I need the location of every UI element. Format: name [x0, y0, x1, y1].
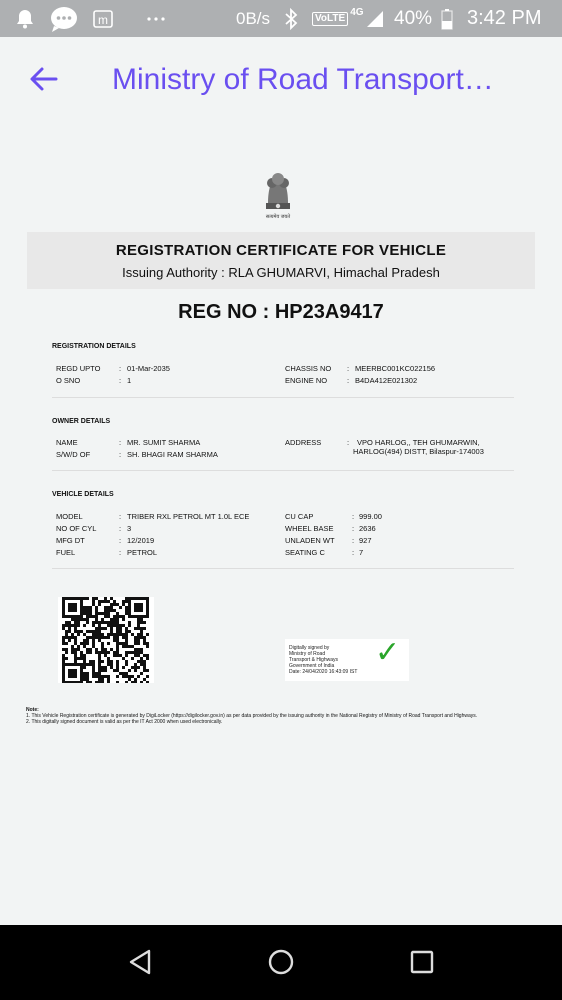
osno-label: O SNO — [56, 376, 81, 385]
colon: : — [352, 524, 355, 533]
colon: : — [352, 512, 355, 521]
mfg-label: MFG DT — [56, 536, 85, 545]
address-line-1: VPO HARLOG,, TEH GHUMARWIN, — [357, 438, 480, 447]
colon: : — [119, 450, 122, 459]
cyl-label: NO OF CYL — [56, 524, 97, 533]
colon: : — [119, 376, 122, 385]
volte-indicator — [312, 0, 364, 37]
colon: : — [352, 536, 355, 545]
navigation-bar — [0, 925, 562, 1000]
section-divider — [52, 568, 514, 569]
cucap-label: CU CAP — [285, 512, 314, 521]
section-divider — [52, 397, 514, 398]
vehicle-details-heading: VEHICLE DETAILS — [52, 491, 114, 498]
back-arrow-icon[interactable] — [26, 61, 62, 97]
colon: : — [347, 438, 350, 447]
wheelbase-label: WHEEL BASE — [285, 524, 334, 533]
signature-line: Transport & Highways — [289, 657, 338, 663]
registration-details-heading: REGISTRATION DETAILS — [52, 343, 136, 350]
regd-upto-label: REGD UPTO — [56, 364, 101, 373]
page-title: Ministry of Road Transport… — [112, 63, 494, 96]
model-label: MODEL — [56, 512, 83, 521]
name-value: MR. SUMIT SHARMA — [127, 438, 201, 447]
swdof-label: S/W/D OF — [56, 450, 91, 459]
osno-value: 1 — [127, 376, 132, 385]
emblem-caption: सत्यमेव जयते — [265, 214, 291, 220]
alarm-icon — [14, 0, 36, 37]
colon: : — [119, 548, 122, 557]
certificate-title: REGISTRATION CERTIFICATE FOR VEHICLE — [115, 242, 447, 259]
cucap-value: 999.00 — [359, 512, 382, 521]
regd-upto-value: 01-Mar-2035 — [127, 364, 170, 373]
seating-value: 7 — [359, 548, 364, 557]
signature-date: Date: 24/04/2020 16:43:09 IST — [289, 669, 358, 675]
mfg-value: 12/2019 — [127, 536, 155, 545]
note-2: 2. This digitally signed document is valid as per the IT Act 2000 when used electronically. — [26, 719, 223, 725]
colon: : — [352, 548, 355, 557]
colon: : — [347, 376, 350, 385]
model-value: TRIBER RXL PETROL MT 1.0L ECE — [127, 512, 250, 521]
battery-icon — [441, 0, 453, 37]
digital-signature — [285, 636, 409, 681]
signature-text — [289, 645, 357, 675]
address-label: ADDRESS — [285, 438, 322, 447]
app-bar — [0, 37, 562, 127]
network-type: 4G — [350, 7, 364, 18]
qr-code — [58, 597, 154, 683]
engine-value: B4DA412E021302 — [355, 376, 418, 385]
volte-label: VoLTE — [312, 12, 348, 26]
signature-line: Digitally signed by — [289, 645, 330, 651]
issuing-authority: Issuing Authority : RLA GHUMARVI, Himachal Pradesh — [122, 265, 440, 280]
status-bar — [0, 0, 562, 37]
signal-icon — [366, 0, 384, 37]
chat-icon — [50, 0, 78, 37]
unladen-value: 927 — [359, 536, 372, 545]
back-nav-icon[interactable] — [126, 947, 156, 977]
colon: : — [119, 364, 122, 373]
network-speed: 0B/s — [236, 8, 271, 28]
fuel-value: PETROL — [127, 548, 158, 557]
swdof-value: SH. BHAGI RAM SHARMA — [127, 450, 218, 459]
note-1: 1. This Vehicle Registration certificate is generated by DigiLocker (https://digilocker.gov.in) as per data provided by the issuing authority in the National Registry of Ministry of Road Transport and Highways. — [26, 713, 478, 719]
recents-nav-icon[interactable] — [407, 947, 437, 977]
colon: : — [119, 536, 122, 545]
chassis-value: MEERBC001KC022156 — [355, 364, 436, 373]
seating-label: SEATING C — [285, 548, 325, 557]
cyl-value: 3 — [127, 524, 132, 533]
colon: : — [119, 524, 122, 533]
checkmark-icon: ✓ — [375, 636, 401, 669]
home-nav-icon[interactable] — [266, 947, 296, 977]
clock: 3:42 PM — [467, 7, 542, 29]
owner-details-heading: OWNER DETAILS — [52, 418, 111, 425]
fuel-label: FUEL — [56, 548, 76, 557]
colon: : — [119, 438, 122, 447]
address-line-2: HARLOG(494) DISTT, Bilaspur-174003 — [353, 447, 484, 456]
certificate-banner — [27, 232, 535, 289]
registration-number: REG NO : HP23A9417 — [178, 301, 384, 323]
colon: : — [347, 364, 350, 373]
section-divider — [52, 470, 514, 471]
name-label: NAME — [56, 438, 78, 447]
chassis-label: CHASSIS NO — [285, 364, 332, 373]
colon: : — [119, 512, 122, 521]
m-app-icon — [93, 0, 113, 37]
svg-text:m: m — [98, 12, 108, 27]
unladen-label: UNLADEN WT — [285, 536, 335, 545]
wheelbase-value: 2636 — [359, 524, 376, 533]
engine-label: ENGINE NO — [285, 376, 328, 385]
more-icon — [146, 0, 166, 37]
notes — [26, 707, 538, 725]
notes-heading: Note: — [26, 707, 39, 713]
signature-line: Ministry of Road — [289, 651, 326, 657]
bluetooth-icon — [284, 0, 298, 37]
signature-line: Government of India — [289, 663, 335, 669]
battery-percent: 40% — [394, 7, 433, 29]
